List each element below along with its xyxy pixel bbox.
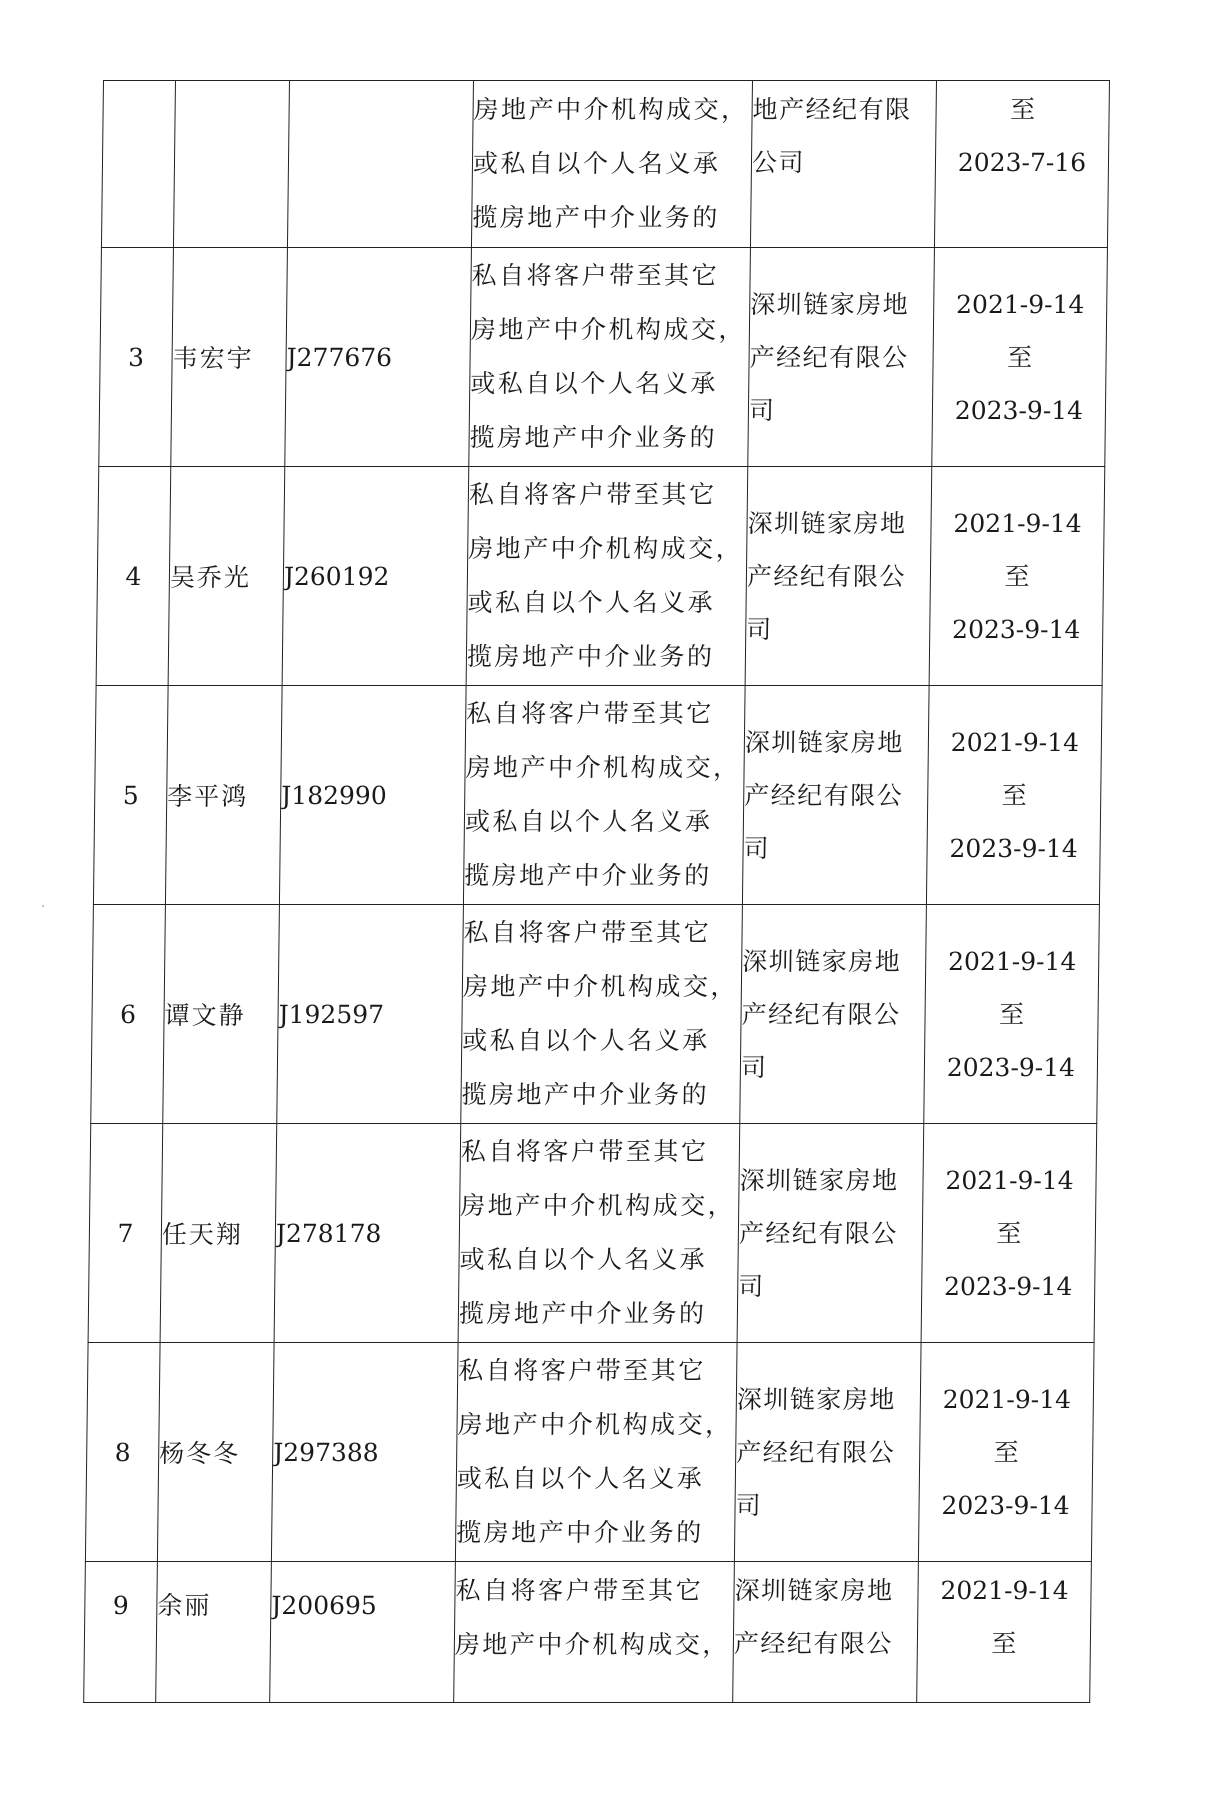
period-line: 2021-9-14 (947, 946, 1077, 976)
company-line: 产经纪有限公 (744, 780, 904, 810)
reason-line: 揽房地产中介业务的 (458, 1299, 707, 1328)
company-line: 产经纪有限公 (746, 561, 907, 591)
company-line: 产经纪有限公 (738, 1218, 899, 1248)
company-line: 深圳链家房地 (750, 289, 910, 319)
period-line: 至 (1009, 95, 1036, 124)
reason-line: 私自将客户带至其它 (458, 1356, 706, 1385)
period-line: 2021-9-14 (942, 1384, 1072, 1414)
reason-line: 或私自以个人名义承 (459, 1245, 708, 1274)
period-line: 2021-9-14 (950, 727, 1080, 757)
reason-line: 房地产中介机构成交， (460, 1191, 736, 1220)
company-line: 深圳链家房地 (747, 508, 907, 538)
company-line: 产经纪有限公 (749, 342, 909, 372)
company-name (740, 905, 927, 1124)
agent-name: 李平鸿 (165, 686, 282, 905)
penalty-period (929, 467, 1105, 686)
company-name (737, 1124, 924, 1343)
license-code: J200695 (270, 1562, 456, 1703)
reason-line: 私自将客户带至其它 (455, 1576, 704, 1605)
company-line: 司 (746, 614, 773, 644)
agent-name: 余丽 (156, 1562, 272, 1703)
reason-line: 揽房地产中介业务的 (469, 423, 718, 452)
table-row (101, 81, 1109, 248)
penalty-period (918, 1343, 1094, 1562)
company-line: 司 (735, 1490, 763, 1520)
row-number: 3 (99, 248, 174, 467)
company-line: 深圳链家房地 (734, 1576, 894, 1605)
agent-name: 吴乔光 (168, 467, 285, 686)
license-code: J260192 (282, 467, 469, 686)
license-code: J278178 (274, 1124, 461, 1343)
license-code: J277676 (285, 248, 472, 467)
period-line: 至 (991, 1629, 1017, 1658)
period-line: 2021-9-14 (940, 1576, 1069, 1605)
company-name (734, 1343, 921, 1562)
row-number: 4 (96, 467, 171, 686)
violation-reason (458, 1124, 740, 1343)
reason-line: 私自将客户带至其它 (471, 261, 720, 290)
penalty-records-table (83, 80, 1110, 1703)
violation-reason (466, 467, 748, 686)
row-number: 5 (93, 686, 168, 905)
company-line: 司 (748, 395, 776, 425)
penalty-period (921, 1124, 1097, 1343)
reason-line: 揽房地产中介业务的 (456, 1518, 704, 1547)
agent-name: 任天翔 (160, 1124, 277, 1343)
table-row (96, 467, 1105, 686)
reason-line: 房地产中介机构成交， (473, 95, 749, 124)
company-name (733, 1562, 919, 1703)
company-name (748, 248, 935, 467)
reason-line: 私自将客户带至其它 (463, 918, 712, 947)
license-code: J297388 (271, 1343, 458, 1562)
company-line: 产经纪有限公 (736, 1437, 896, 1467)
company-name (742, 686, 929, 905)
period-line: 2021-9-14 (945, 1165, 1074, 1195)
reason-line: 或私自以个人名义承 (470, 369, 718, 398)
company-line: 深圳链家房地 (742, 946, 902, 976)
license-code (287, 81, 473, 248)
penalty-period (934, 81, 1109, 248)
period-line: 至 (993, 1437, 1019, 1467)
reason-line: 揽房地产中介业务的 (461, 1080, 710, 1109)
table-row (91, 905, 1100, 1124)
reason-line: 或私自以个人名义承 (472, 149, 721, 178)
table-row (85, 1343, 1094, 1562)
row-number: 8 (85, 1343, 160, 1562)
company-line: 司 (740, 1052, 768, 1082)
violation-reason (455, 1343, 737, 1562)
scan-speck (42, 905, 44, 907)
company-line: 深圳链家房地 (736, 1384, 897, 1414)
period-line: 2021-9-14 (953, 508, 1082, 538)
reason-line: 私自将客户带至其它 (460, 1137, 709, 1166)
reason-line: 房地产中介机构成交， (468, 534, 744, 563)
company-line: 产经纪有限公 (741, 999, 901, 1029)
company-line: 司 (738, 1271, 765, 1301)
reason-line: 或私自以个人名义承 (456, 1464, 705, 1493)
period-line: 2023-9-14 (943, 1271, 1073, 1301)
license-code: J192597 (277, 905, 464, 1124)
company-line: 产经纪有限公 (733, 1629, 894, 1658)
agent-name: 谭文静 (163, 905, 280, 1124)
reason-line: 房地产中介机构成交， (462, 972, 739, 1001)
company-line: 深圳链家房地 (744, 727, 905, 757)
row-number (101, 81, 175, 248)
period-line: 至 (996, 1218, 1022, 1248)
agent-name: 韦宏宇 (171, 248, 288, 467)
period-line: 2023-9-14 (954, 395, 1084, 425)
violation-reason (471, 81, 752, 248)
reason-line: 或私自以个人名义承 (462, 1026, 710, 1055)
table-row (99, 248, 1108, 467)
table-row (84, 1562, 1092, 1703)
violation-reason (469, 248, 751, 467)
reason-line: 私自将客户带至其它 (468, 480, 717, 509)
period-line: 至 (1006, 342, 1033, 372)
reason-line: 私自将客户带至其它 (466, 699, 714, 728)
company-line: 深圳链家房地 (739, 1165, 899, 1195)
penalty-period (932, 248, 1108, 467)
company-line: 司 (743, 833, 771, 863)
period-line: 至 (998, 999, 1025, 1029)
violation-reason (461, 905, 743, 1124)
violation-reason (463, 686, 745, 905)
reason-line: 揽房地产中介业务的 (464, 861, 712, 890)
reason-line: 房地产中介机构成交， (457, 1410, 733, 1439)
period-line: 至 (1004, 561, 1030, 591)
reason-line: 房地产中介机构成交， (454, 1630, 731, 1659)
row-number: 9 (84, 1562, 158, 1703)
period-line: 2023-9-14 (951, 614, 1081, 644)
reason-line: 揽房地产中介业务的 (466, 642, 715, 671)
reason-line: 房地产中介机构成交， (465, 753, 741, 782)
reason-line: 或私自以个人名义承 (467, 588, 716, 617)
period-line: 2023-7-16 (957, 148, 1087, 177)
period-line: 至 (1001, 780, 1027, 810)
company-line: 公司 (751, 148, 806, 177)
company-name (745, 467, 932, 686)
period-line: 2023-9-14 (941, 1490, 1070, 1520)
penalty-period (917, 1562, 1092, 1703)
penalty-period (926, 686, 1102, 905)
agent-name: 杨冬冬 (157, 1343, 274, 1562)
company-line: 地产经纪有限 (752, 95, 912, 124)
row-number: 6 (91, 905, 166, 1124)
reason-line: 揽房地产中介业务的 (472, 203, 721, 232)
agent-name (173, 81, 289, 248)
penalty-period (924, 905, 1100, 1124)
reason-line: 或私自以个人名义承 (464, 807, 713, 836)
period-line: 2021-9-14 (955, 289, 1085, 319)
reason-line: 房地产中介机构成交， (470, 315, 747, 344)
table-row (93, 686, 1102, 905)
table-row (88, 1124, 1097, 1343)
license-code: J182990 (279, 686, 466, 905)
company-name (750, 81, 936, 248)
row-number: 7 (88, 1124, 163, 1343)
period-line: 2023-9-14 (949, 833, 1078, 863)
period-line: 2023-9-14 (946, 1052, 1076, 1082)
violation-reason (454, 1562, 735, 1703)
